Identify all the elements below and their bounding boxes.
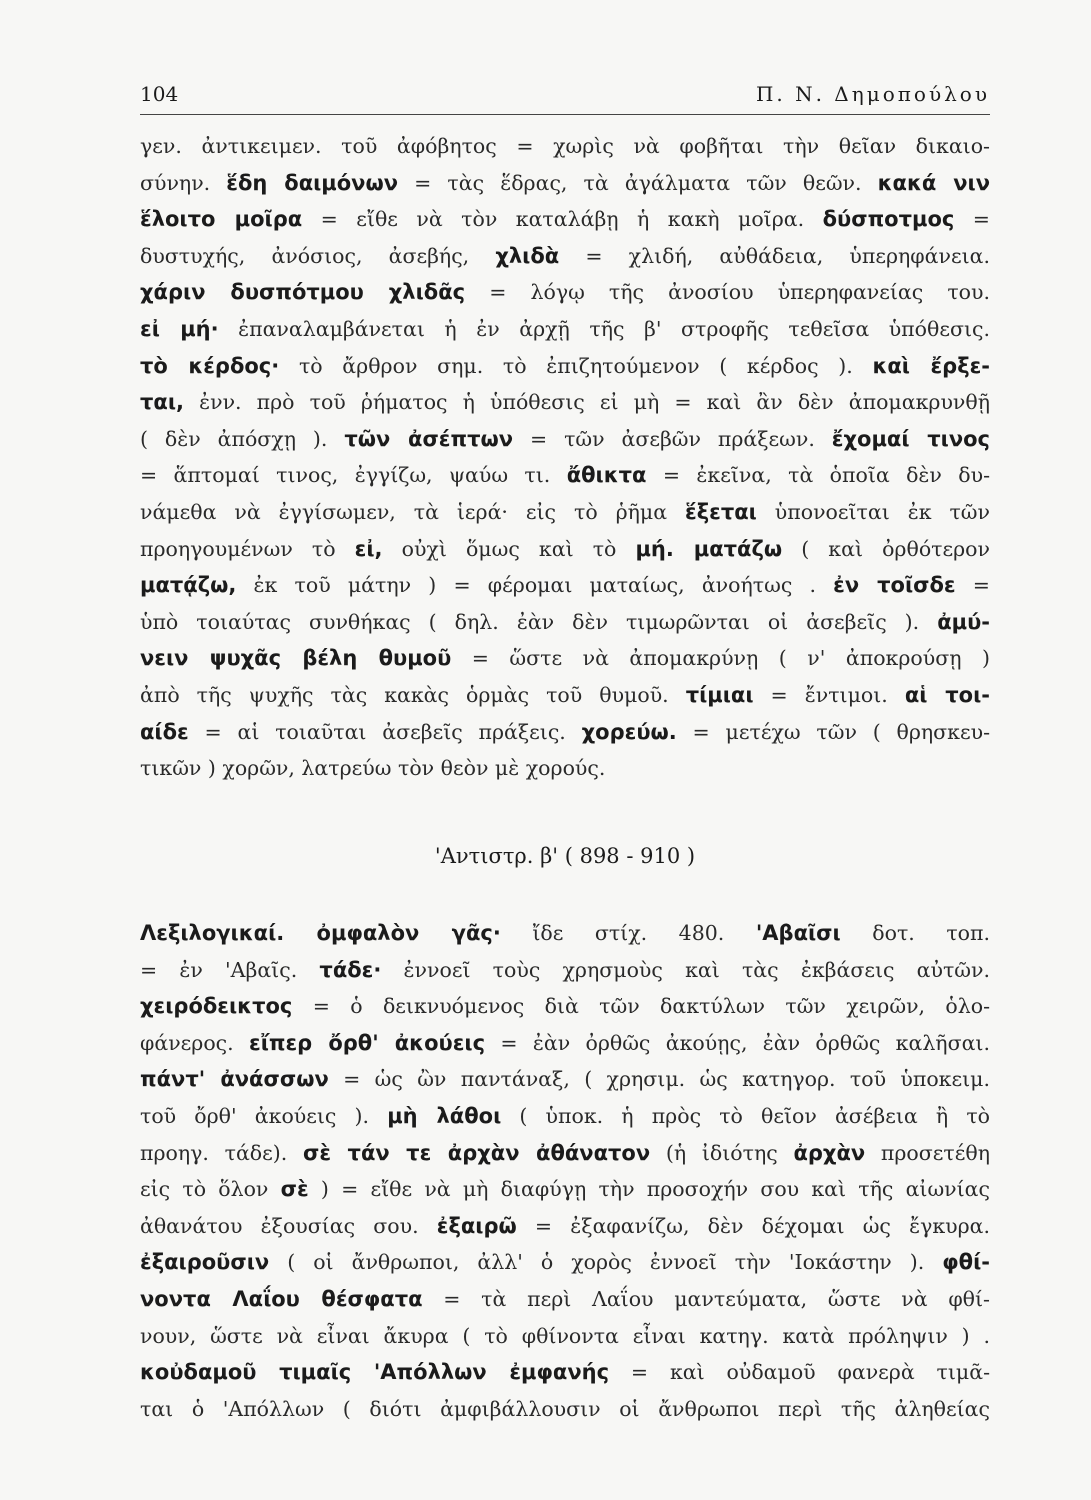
bold-lemma: κοὐδαμοῦ τιμαῖς 'Απόλλων ἐμφανής — [140, 1360, 610, 1385]
page-number: 104 — [140, 82, 179, 106]
text-run: ἐννοεῖ τοὺς χρησμοὺς καὶ τὰς ἐκβάσεις αὐτῶν. — [381, 957, 991, 982]
text-run: ἀπὸ τῆς ψυχῆς τὰς κακὰς ὁρμὰς τοῦ θυμοῦ. — [140, 682, 686, 707]
text-line — [140, 714, 990, 751]
text-run: ἀθανάτου ἐξουσίας σου. — [140, 1213, 437, 1238]
text-run: = τὰς ἕδρας, τὰ ἀγάλματα τῶν θεῶν. — [398, 170, 878, 195]
text-line — [140, 201, 990, 238]
text-line — [140, 1391, 990, 1428]
text-line — [140, 1244, 990, 1281]
bold-lemma: 'Αβαῖσι — [755, 921, 841, 945]
bold-lemma: χάριν δυσπότμου χλιδᾶς — [140, 280, 466, 305]
text-run: ἐκ τοῦ μάτην ) = φέρομαι ματαίως, ἀνοήτως . — [236, 573, 834, 598]
text-run: δυστυχής, ἀνόσιος, ἀσεβής, — [140, 243, 496, 268]
text-line — [140, 604, 990, 641]
text-line — [140, 1171, 990, 1208]
text-line — [140, 311, 990, 348]
text-run: = λόγῳ τῆς ἀνοσίου ὑπερηφανείας του. — [465, 280, 991, 305]
bold-lemma: χλιδὰ — [495, 243, 560, 268]
text-run: ἐνν. πρὸ τοῦ ῥήματος ἡ ὑπόθεσις εἰ μὴ = καὶ ἂν δὲν ἀπομακρυνθῇ — [184, 390, 990, 415]
bold-lemma: σὲ — [280, 1177, 309, 1202]
text-line — [140, 915, 990, 952]
text-line — [140, 128, 990, 165]
text-run: νουν, ὥστε νὰ εἶναι ἄκυρα ( τὸ φθίνοντα εἶναι κατηγ. κατὰ πρόληψιν ) . — [140, 1323, 990, 1348]
text-run: = ἔντιμοι. — [753, 682, 905, 707]
text-line — [140, 165, 990, 202]
text-run: ) = εἴθε νὰ μὴ διαφύγῃ τὴν προσοχήν σου καὶ τῆς αἰωνίας — [308, 1177, 990, 1202]
bold-lemma: ἔχομαί τινος — [831, 426, 990, 451]
text-line — [140, 677, 990, 714]
bold-lemma: ἕξεται — [685, 499, 757, 524]
text-line — [140, 988, 990, 1025]
bold-lemma: μή. ματάζω — [635, 536, 783, 561]
text-run: νάμεθα νὰ ἐγγίσωμεν, τὰ ἱερά· εἰς τὸ ῥῆμα — [140, 499, 686, 524]
text-run: = αἱ τοιαῦται ἀσεβεῖς πράξεις. — [188, 719, 582, 744]
text-run: ( ὑποκ. ἡ πρὸς τὸ θεῖον ἀσέβεια ἢ τὸ — [501, 1103, 991, 1128]
text-run: = χλιδή, αὐθάδεια, ὑπερηφάνεια. — [559, 243, 990, 268]
text-run: φάνερος. — [140, 1030, 249, 1055]
text-run: ται ὁ 'Απόλλων ( διότι ἀμφιβάλλουσιν οἱ ἄνθρωποι περὶ τῆς ἀληθείας — [140, 1396, 990, 1421]
text-line — [140, 531, 990, 568]
bold-lemma: καὶ ἔρξε- — [872, 353, 991, 378]
text-line — [140, 1281, 990, 1318]
bold-lemma: φθί- — [942, 1250, 990, 1275]
bold-lemma: ματᾴζω, — [140, 573, 237, 598]
text-run: προηγ. τάδε). — [140, 1140, 303, 1165]
text-run: = — [954, 207, 990, 232]
text-line — [140, 348, 990, 385]
text-run: = μετέχω τῶν ( θρησκευ- — [676, 719, 991, 744]
bold-lemma: τὸ κέρδος· — [140, 353, 280, 378]
text-run: εἰς τὸ ὅλον — [140, 1177, 281, 1202]
text-line — [140, 384, 990, 421]
text-run: τὸ ἄρθρον σημ. τὸ ἐπιζητούμενον ( κέρδος ). — [279, 353, 873, 378]
bold-lemma: ἐν τοῖσδε — [833, 573, 956, 598]
bold-lemma: αἱ τοι- — [904, 682, 990, 707]
bold-lemma: μὴ λάθοι — [387, 1103, 502, 1128]
bold-lemma: χορεύω. — [581, 719, 677, 744]
text-run: οὐχὶ ὅμως καὶ τὸ — [382, 536, 636, 561]
text-line — [140, 567, 990, 604]
bold-lemma: τάδε· — [319, 957, 382, 982]
text-run: = ἐὰν ὀρθῶς ἀκούῃς, ἐὰν ὀρθῶς καλῆσαι. — [485, 1030, 990, 1055]
text-run: = ὡς ὢν παντάναξ, ( χρησιμ. ὡς κατηγορ. τοῦ ὑποκειμ. — [328, 1067, 990, 1092]
bold-lemma: χειρόδεικτος — [140, 994, 293, 1019]
text-run: = ἅπτομαί τινος, ἐγγίζω, ψαύω τι. — [140, 463, 567, 488]
bold-lemma: εἰ, — [354, 536, 383, 561]
running-title: Π. Ν. Δημοπούλου — [755, 82, 990, 106]
text-line — [140, 750, 990, 787]
text-run: προσετέθη — [865, 1140, 990, 1165]
text-run: = ἐν 'Αβαῖς. — [140, 957, 320, 982]
bold-lemma: πάντ' ἀνάσσων — [140, 1067, 329, 1092]
text-line — [140, 1061, 990, 1098]
text-run: ὑπὸ τοιαύτας συνθήκας ( δηλ. ἐὰν δὲν τιμωρῶνται οἱ ἀσεβεῖς ). — [140, 609, 938, 634]
bold-lemma: ἐξαιροῦσιν — [140, 1250, 270, 1275]
text-run: = καὶ οὐδαμοῦ φανερὰ τιμᾶ- — [609, 1360, 990, 1385]
bold-lemma: τῶν ἀσέπτων — [344, 426, 514, 451]
text-line — [140, 421, 990, 458]
commentary-block-antistrophe — [140, 915, 990, 1427]
text-line — [140, 1208, 990, 1245]
bold-lemma: νειν ψυχᾶς βέλη θυμοῦ — [140, 646, 452, 671]
text-run: = ὁ δεικνυόμενος διὰ τῶν δακτύλων τῶν χειρῶν, ὁλο- — [292, 994, 990, 1019]
text-line — [140, 952, 990, 989]
bold-lemma: ἕδη δαιμόνων — [226, 170, 399, 195]
bold-lemma: εἰ μή· — [140, 316, 219, 341]
text-run: = εἴθε νὰ τὸν καταλάβῃ ἡ κακὴ μοῖρα. — [302, 207, 823, 232]
text-run: σύνην. — [140, 170, 227, 195]
text-line — [140, 238, 990, 275]
header-rule — [140, 114, 990, 115]
running-head — [140, 82, 990, 112]
bold-lemma: ἀρχὰν — [793, 1140, 866, 1165]
text-run: δοτ. τοπ. — [840, 921, 990, 945]
bold-lemma: ται, — [140, 390, 184, 415]
bold-lemma: σὲ τάν τε ἀρχὰν ἀθάνατον — [303, 1140, 651, 1165]
text-run: τοῦ ὄρθ' ἀκούεις ). — [140, 1103, 388, 1128]
text-run: ὑπονοεῖται ἐκ τῶν — [756, 499, 990, 524]
text-run: γεν. ἀντικειμεν. τοῦ ἀφόβητος = χωρὶς νὰ φοβῆται τὴν θεῖαν δικαιο- — [140, 134, 990, 158]
text-run: ( οἱ ἄνθρωποι, ἀλλ' ὁ χορὸς ἐννοεῖ τὴν 'Ιοκάστην ). — [269, 1250, 943, 1275]
text-run: προηγουμένων τὸ — [140, 536, 355, 561]
text-run: = ὥστε νὰ ἀπομακρύνῃ ( ν' ἀποκρούσῃ ) — [451, 646, 990, 671]
text-run: = — [955, 573, 990, 598]
text-line — [140, 1025, 990, 1062]
bold-lemma: τίμιαι — [685, 682, 754, 707]
text-line — [140, 494, 990, 531]
text-line — [140, 1318, 990, 1355]
bold-lemma: ἕλοιτο μοῖρα — [140, 207, 303, 232]
text-run: ἐπαναλαμβάνεται ἡ ἐν ἀρχῇ τῆς β' στροφῆς τεθεῖσα ὑπόθεσις. — [218, 316, 990, 341]
bold-lemma: κακά νιν — [877, 170, 991, 195]
commentary-block-strophe — [140, 128, 990, 787]
bold-lemma: ἄθικτα — [566, 463, 647, 488]
text-run: ( καὶ ὀρθότερον — [782, 536, 990, 561]
text-run: = ἐξαφανίζω, δὲν δέχομαι ὡς ἔγκυρα. — [516, 1213, 991, 1238]
text-run: ἴδε στίχ. 480. — [500, 921, 756, 945]
bold-lemma: δύσποτμος — [822, 207, 955, 232]
bold-lemma: Λεξιλογικαί. ὀμφαλὸν γᾶς· — [140, 921, 501, 945]
bold-lemma: νοντα Λαΐου θέσφατα — [140, 1286, 423, 1311]
text-run: = ἐκεῖνα, τὰ ὁποῖα δὲν δυ- — [646, 463, 990, 488]
bold-lemma: ἐξαιρῶ — [436, 1213, 517, 1238]
bold-lemma: ἀμύ- — [937, 609, 990, 634]
bold-lemma: εἴπερ ὄρθ' ἀκούεις — [249, 1030, 486, 1055]
section-heading: 'Αντιστρ. β' ( 898 - 910 ) — [434, 844, 696, 868]
text-line — [140, 1098, 990, 1135]
text-run: = τῶν ἀσεβῶν πράξεων. — [513, 426, 832, 451]
text-line — [140, 640, 990, 677]
text-line — [140, 457, 990, 494]
text-run: (ἡ ἰδιότης — [650, 1140, 794, 1165]
text-line — [140, 1354, 990, 1391]
text-run: ( δὲν ἀπόσχῃ ). — [140, 426, 345, 451]
text-line — [140, 1135, 990, 1172]
text-run: = τὰ περὶ Λαΐου μαντεύματα, ὥστε νὰ φθί- — [422, 1286, 990, 1311]
bold-lemma: αίδε — [140, 719, 189, 744]
text-line — [140, 274, 990, 311]
text-run: τικῶν ) χορῶν, λατρεύω τὸν θεὸν μὲ χορούς. — [140, 756, 606, 781]
